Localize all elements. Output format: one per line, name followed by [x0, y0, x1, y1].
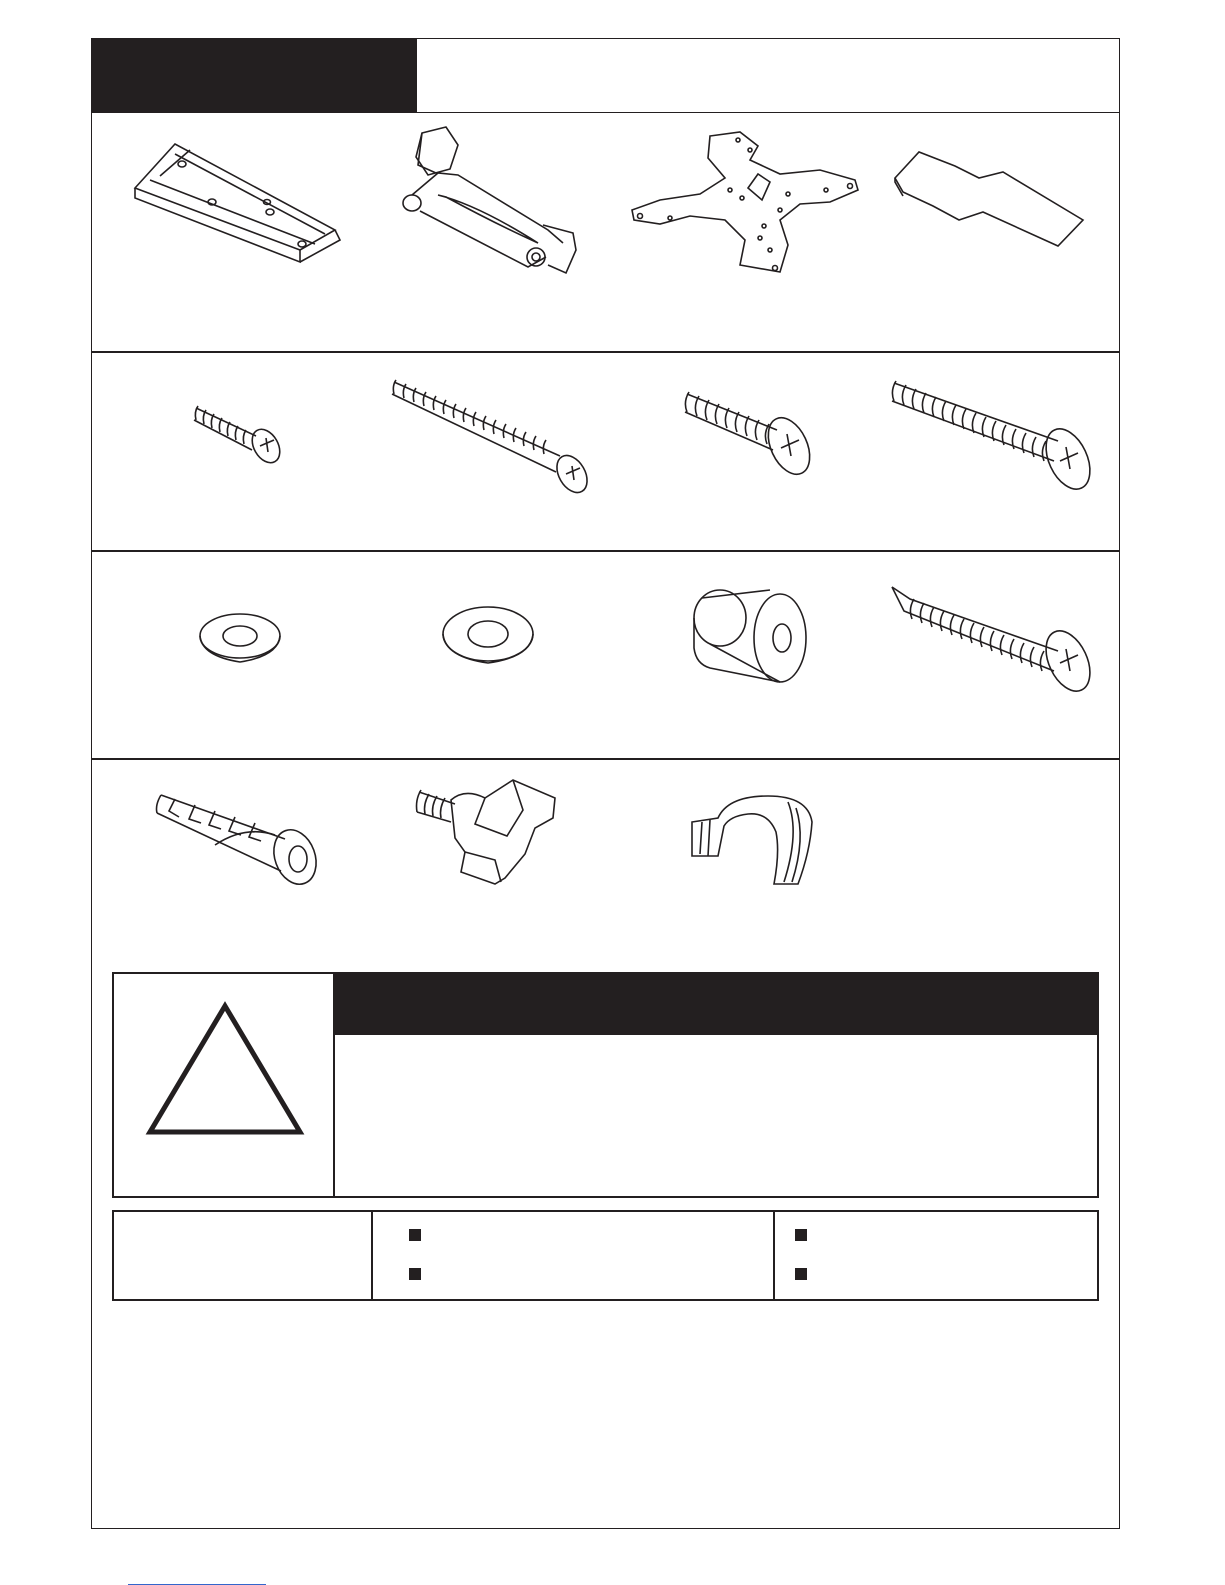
header-rule [417, 112, 1120, 113]
warning-icon-cell [114, 974, 335, 1196]
support-arm-icon [398, 125, 583, 285]
mounting-rail-icon [130, 140, 350, 270]
tools-column-1 [373, 1212, 775, 1299]
warning-header-bar [335, 974, 1097, 1035]
row-divider-2 [91, 550, 1120, 552]
bullet-icon [409, 1268, 421, 1280]
warning-box [112, 972, 1099, 1198]
bullet-icon [795, 1229, 807, 1241]
cable-clip-icon [688, 792, 816, 887]
locking-knob-icon [415, 778, 560, 890]
small-washer-icon [198, 612, 283, 667]
row-divider-1 [91, 351, 1120, 353]
long-pan-head-screw-icon [390, 374, 590, 499]
adapter-plate-icon [630, 130, 870, 275]
wall-anchor-icon [155, 785, 325, 885]
flat-spacer-plate-icon [893, 150, 1088, 250]
wood-screw-icon [890, 585, 1095, 695]
bullet-icon [409, 1229, 421, 1241]
short-screw-icon [192, 400, 282, 470]
tools-table [112, 1210, 1099, 1301]
row-divider-3 [91, 758, 1120, 760]
medium-flat-head-screw-icon [683, 386, 813, 481]
bullet-icon [795, 1268, 807, 1280]
tools-column-2 [775, 1212, 1097, 1299]
spacer-sleeve-icon [686, 588, 811, 690]
section-header-block [91, 38, 417, 113]
large-washer-icon [441, 605, 536, 670]
warning-triangle-icon [114, 974, 335, 1196]
tools-label-cell [114, 1212, 373, 1299]
long-flat-head-screw-icon [890, 375, 1095, 495]
